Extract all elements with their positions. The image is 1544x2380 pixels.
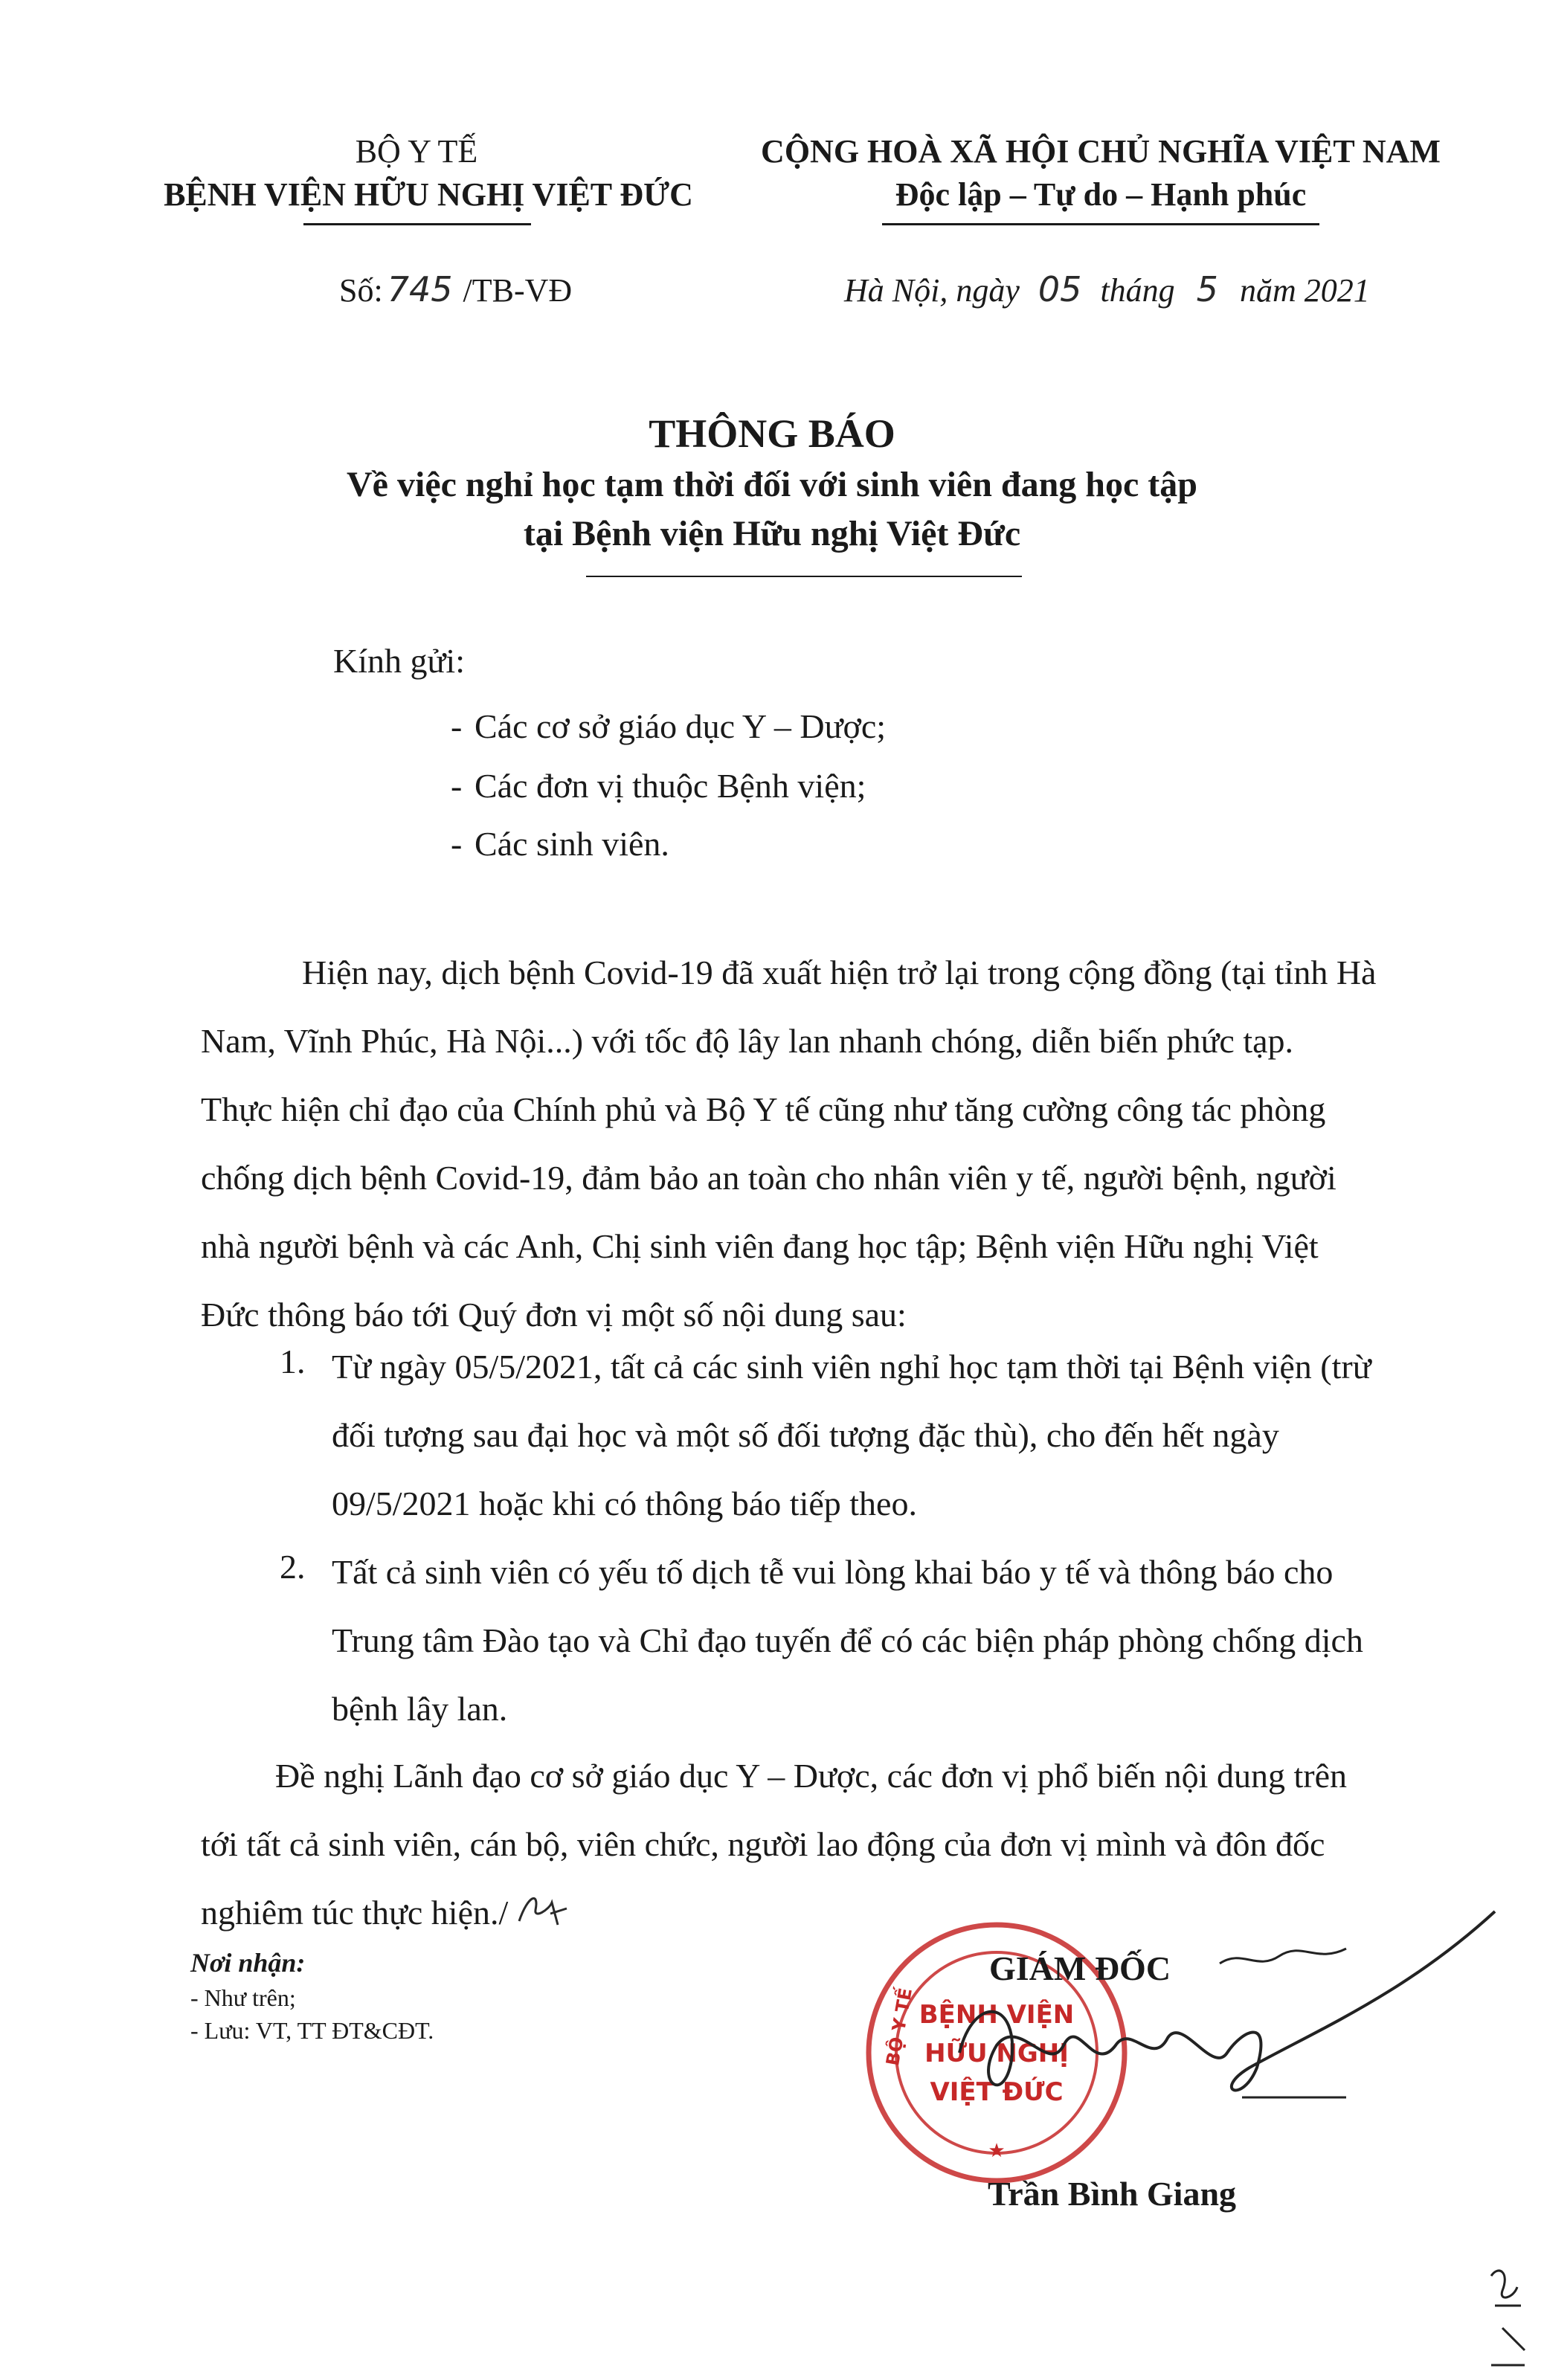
- country-name: CỘNG HOÀ XÃ HỘI CHỦ NGHĨA VIỆT NAM: [761, 133, 1441, 170]
- item-number: 1.: [280, 1342, 306, 1380]
- recipients-heading: Nơi nhận:: [190, 1948, 306, 1978]
- hospital-underline: [303, 223, 531, 225]
- handwritten-number: 745: [387, 269, 453, 309]
- ministry-name: BỘ Y TẾ: [355, 133, 478, 170]
- signer-name: Trần Bình Giang: [988, 2175, 1237, 2213]
- recipient-item: - Các sinh viên.: [451, 825, 669, 863]
- stamp-line-2: HỮU NGHỊ: [924, 2039, 1069, 2068]
- motto-underline: [882, 223, 1319, 225]
- item-number: 2.: [280, 1548, 306, 1586]
- intro-line: nhà người bệnh và các Anh, Chị sinh viên đang học tập; Bệnh viện Hữu nghị Việt: [201, 1227, 1319, 1265]
- intro-line: Thực hiện chỉ đạo của Chính phủ và Bộ Y tế cũng như tăng cường công tác phòng: [201, 1090, 1326, 1128]
- title-line-1: Về việc nghỉ học tạm thời đối với sinh viên đang học tập: [347, 465, 1197, 504]
- initial-mark: [513, 1880, 573, 1932]
- stamp-ring-text: BỘ Y TẾ: [882, 1986, 917, 2068]
- item-line: Tất cả sinh viên có yếu tố dịch tễ vui lòng khai báo y tế và thông báo cho: [332, 1553, 1334, 1591]
- intro-line: Hiện nay, dịch bệnh Covid-19 đã xuất hiện trở lại trong cộng đồng (tại tỉnh Hà: [302, 953, 1377, 991]
- salutation-label: Kính gửi:: [333, 642, 465, 680]
- director-title: GIÁM ĐỐC: [989, 1949, 1171, 1987]
- document-title: THÔNG BÁO: [649, 411, 895, 456]
- title-line-2: tại Bệnh viện Hữu nghị Việt Đức: [523, 514, 1021, 553]
- document-date: Hà Nội, ngày 05 tháng 5 năm 2021: [844, 269, 1370, 309]
- intro-line: Nam, Vĩnh Phúc, Hà Nội...) với tốc độ lây lan nhanh chóng, diễn biến phức tạp.: [201, 1022, 1294, 1060]
- handwritten-day: 05: [1038, 269, 1082, 309]
- stamp-line-1: BỆNH VIỆN: [919, 2000, 1075, 2030]
- closing-line: tới tất cả sinh viên, cán bộ, viên chức, người lao động của đơn vị mình và đôn đốc: [201, 1825, 1325, 1863]
- item-line: bệnh lây lan.: [332, 1690, 508, 1728]
- item-line: Trung tâm Đào tạo và Chỉ đạo tuyến để có các biện pháp phòng chống dịch: [332, 1621, 1363, 1659]
- handwritten-month: 5: [1196, 269, 1218, 309]
- intro-line: chống dịch bệnh Covid-19, đảm bảo an toàn cho nhân viên y tế, người bệnh, người: [201, 1159, 1336, 1197]
- title-underline: [586, 576, 1022, 577]
- item-line: 09/5/2021 hoặc khi có thông báo tiếp theo.: [332, 1485, 917, 1522]
- motto: Độc lập – Tự do – Hạnh phúc: [895, 176, 1307, 213]
- stamp-line-3: VIỆT ĐỨC: [930, 2077, 1064, 2107]
- intro-line: Đức thông báo tới Quý đơn vị một số nội dung sau:: [201, 1296, 907, 1334]
- hospital-name: BỆNH VIỆN HỮU NGHỊ VIỆT ĐỨC: [164, 176, 693, 213]
- stamp-star: ★: [988, 2140, 1006, 2162]
- margin-mark: [1480, 2261, 1532, 2373]
- document-number: Số: 745 /TB-VĐ: [339, 269, 573, 309]
- closing-line: Đề nghị Lãnh đạo cơ sở giáo dục Y – Dược, các đơn vị phổ biến nội dung trên: [275, 1757, 1347, 1795]
- closing-line: nghiêm túc thực hiện./: [201, 1894, 509, 1932]
- signature: [930, 1904, 1525, 2172]
- recipient-item: - Các đơn vị thuộc Bệnh viện;: [451, 767, 866, 805]
- recipients-item: - Lưu: VT, TT ĐT&CĐT.: [190, 2017, 434, 2044]
- recipient-item: - Các cơ sở giáo dục Y – Dược;: [451, 707, 887, 745]
- item-line: đối tượng sau đại học và một số đối tượng đặc thù), cho đến hết ngày: [332, 1416, 1279, 1454]
- recipients-item: - Như trên;: [190, 1984, 296, 2011]
- item-line: Từ ngày 05/5/2021, tất cả các sinh viên nghỉ học tạm thời tại Bệnh viện (trừ: [332, 1348, 1371, 1386]
